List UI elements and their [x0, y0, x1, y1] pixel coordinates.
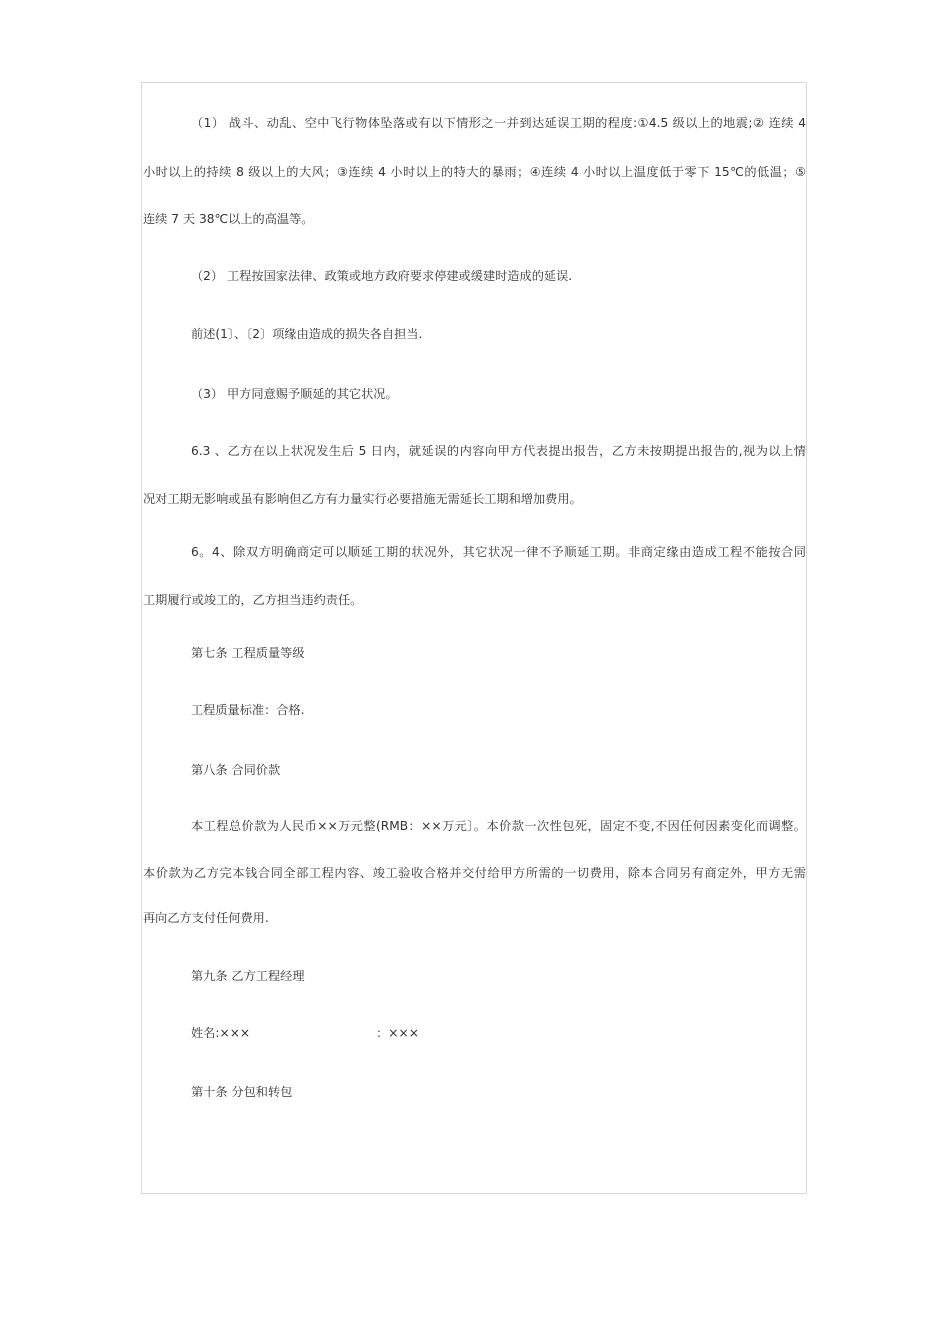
- paragraph-line: （2） 工程按国家法律、政策或地方政府要求停建或缓建时造成的延误.: [191, 269, 573, 283]
- paragraph-line: 6.3 、乙方在以上状况发生后 5 日内，就延误的内容向甲方代表提出报告，乙方未按期提出报告的,视为以上情: [191, 444, 806, 458]
- paragraph-line: 小时以上的持续 8 级以上的大风；③连续 4 小时以上的特大的暴雨；④连续 4 小时以上温度低于零下 15℃的低温；⑤: [143, 165, 806, 179]
- section-heading: 第十条 分包和转包: [191, 1085, 293, 1099]
- section-heading: 第七条 工程质量等级: [191, 646, 305, 660]
- section-heading: 第八条 合同价款: [191, 763, 281, 777]
- paragraph-line: （1） 战斗、动乱、空中飞行物体坠落或有以下情形之一并到达延误工期的程度:①4.5 级以上的地震;② 连续 4: [191, 116, 806, 130]
- section-heading: 第九条 乙方工程经理: [191, 969, 305, 983]
- manager-name: 姓名:×××: [191, 1026, 251, 1040]
- paragraph-line: 本价款为乙方完本钱合同全部工程内容、竣工验收合格并交付给甲方所需的一切费用，除本合同另有商定外，甲方无需: [143, 866, 806, 880]
- paragraph-line: 况对工期无影响或虽有影响但乙方有力量实行必要措施无需延长工期和增加费用。: [143, 492, 582, 506]
- manager-info-line: [191, 1025, 806, 1041]
- paragraph-line: 工期履行或竣工的，乙方担当违约责任。: [143, 593, 363, 607]
- paragraph-line: 连续 7 天 38℃以上的高温等。: [143, 212, 314, 226]
- paragraph-line: 前述(1〕、〔2〕项缘由造成的损失各自担当.: [191, 327, 423, 341]
- paragraph-line: 再向乙方支付任何费用.: [143, 911, 269, 925]
- paragraph-line: 本工程总价款为人民币××万元整(RMB：××万元〕。本价款一次性包死，固定不变,不因任何因素变化而调整。: [191, 819, 806, 833]
- paragraph-line: （3） 甲方同意赐予顺延的其它状况。: [191, 387, 398, 401]
- paragraph-line: 工程质量标准：合格.: [191, 703, 305, 717]
- manager-other: ：×××: [376, 1026, 419, 1040]
- paragraph-line: 6。4、除双方明确商定可以顺延工期的状况外，其它状况一律不予顺延工期。非商定缘由造成工程不能按合同: [191, 545, 806, 559]
